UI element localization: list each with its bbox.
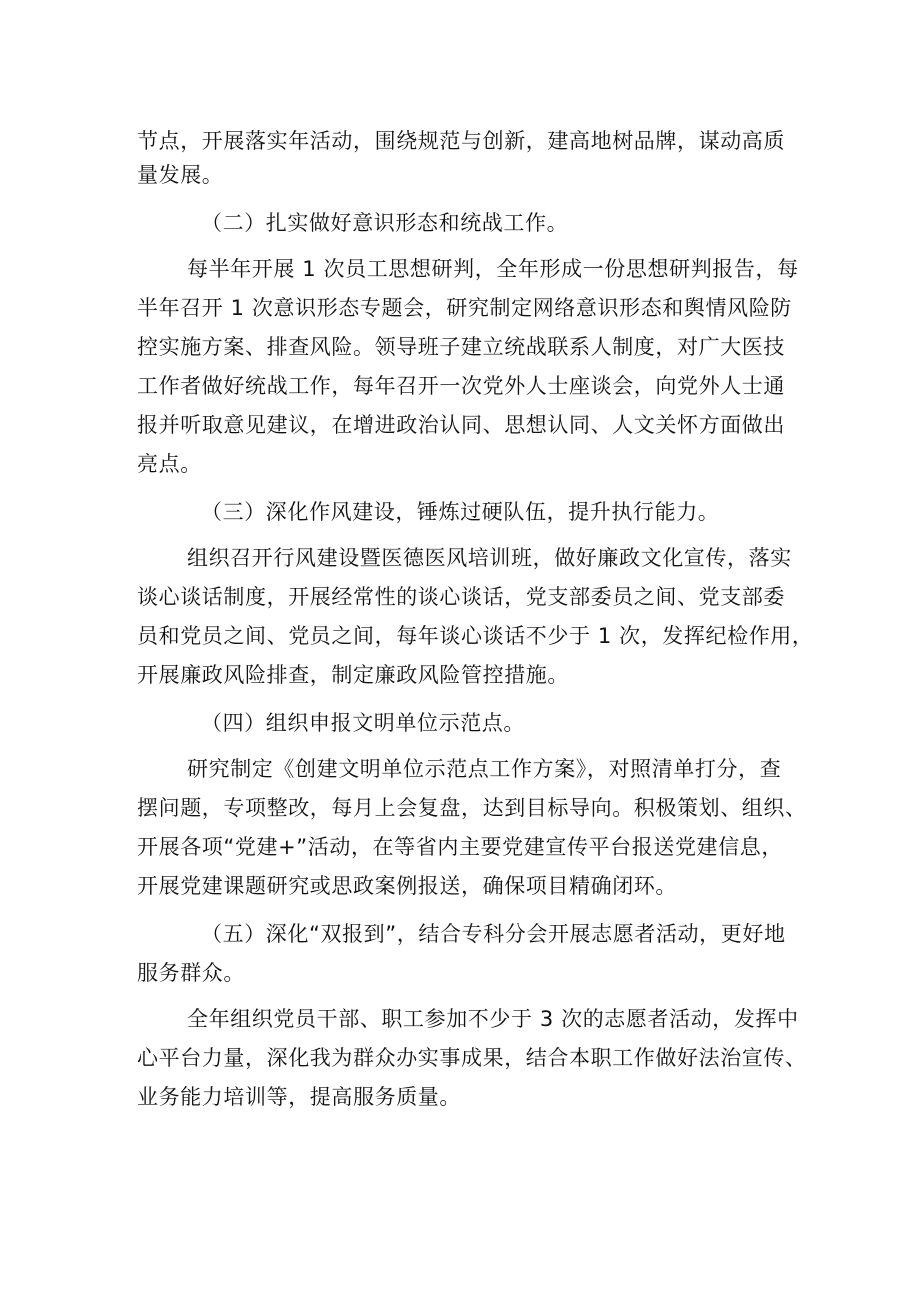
section-heading: （三）深化作风建设，锤炼过硬队伍，提升执行能力。 (201, 500, 720, 524)
section-heading: （五）深化“双报到”，结合专科分会开展志愿者活动，更好地 (201, 922, 786, 946)
body-text-line: 半年召开 1 次意识形态专题会，研究制定网络意识形态和舆情风险防 (137, 296, 792, 320)
body-text-line: 开展廉政风险排查，制定廉政风险管控措施。 (137, 663, 569, 687)
body-text-line: 谈心谈话制度，开展经常性的谈心谈话，党支部委员之间、党支部委 (137, 585, 785, 609)
body-text-line: 节点，开展落实年活动，围绕规范与创新，建高地树品牌，谋动高质 (137, 129, 785, 153)
body-text-line: 每半年开展 1 次员工思想研判，全年形成一份思想研判报告，每 (187, 257, 799, 281)
body-text-line: 研究制定《创建文明单位示范点工作方案》，对照清单打分，查 (187, 757, 782, 781)
body-text-line: 全年组织党员干部、职工参加不少于 3 次的志愿者活动，发挥中 (187, 1007, 799, 1031)
body-text-line: 开展各项“党建+”活动，在等省内主要党建宣传平台报送党建信息， (137, 835, 783, 859)
document-body (137, 124, 814, 1114)
body-text-line: 心平台力量，深化我为群众办实事成果，结合本职工作做好法治宣传、 (137, 1046, 807, 1070)
body-text-line: 业务能力培训等，提高服务质量。 (137, 1085, 461, 1109)
body-text-line: 开展党建课题研究或思政案例报送，确保项目精确闭环。 (137, 874, 677, 898)
body-text-line: 员和党员之间、党员之间，每年谈心谈话不少于 1 次，发挥纪检作用， (137, 624, 814, 648)
body-text-line: 控实施方案、排查风险。领导班子建立统战联系人制度，对广大医技 (137, 335, 785, 359)
section-heading: （四）组织申报文明单位示范点。 (201, 711, 525, 735)
body-text-line: 组织召开行风建设暨医德医风培训班，做好廉政文化宣传，落实 (187, 546, 792, 570)
body-text-line: 报并听取意见建议，在增进政治认同、思想认同、人文关怀方面做出 (137, 413, 785, 437)
section-heading: （二）扎实做好意识形态和统战工作。 (201, 211, 569, 235)
body-text-line: 工作者做好统战工作，每年召开一次党外人士座谈会，向党外人士通 (137, 374, 785, 398)
body-text-line: 摆问题，专项整改，每月上会复盘，达到目标导向。积极策划、组织、 (137, 796, 807, 820)
body-text-line: 亮点。 (137, 452, 202, 476)
section-heading-continuation: 服务群众。 (137, 961, 245, 985)
body-text-line: 量发展。 (137, 163, 224, 187)
